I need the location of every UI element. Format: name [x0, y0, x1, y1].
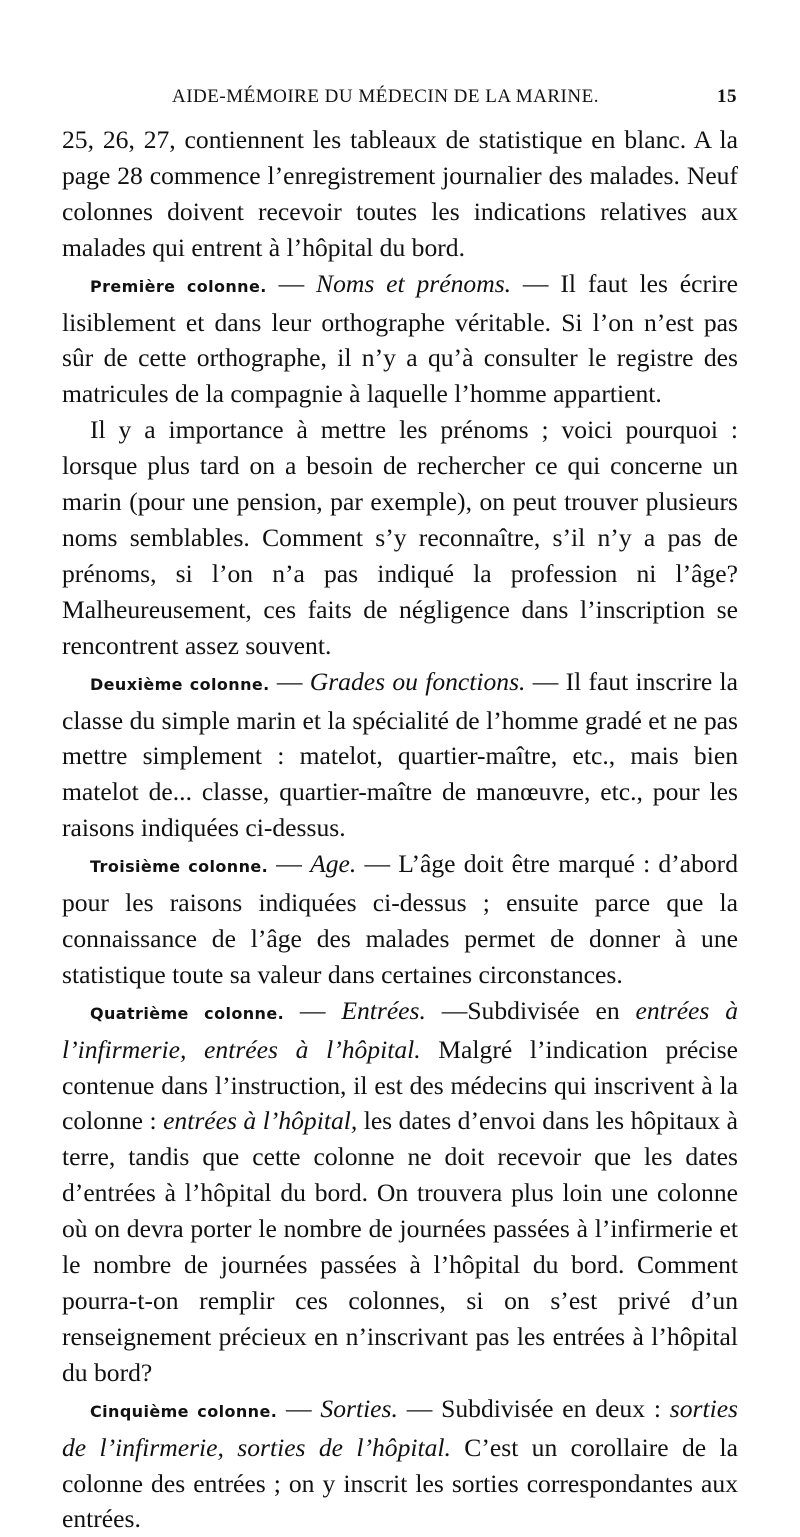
column-1-title: Noms et prénoms.	[316, 268, 512, 298]
column-2-paragraph	[62, 664, 738, 847]
column-5-dash-2: —	[397, 1393, 442, 1423]
column-4-text-c: les dates d’envoi dans les hôpitaux à terre, tandis que cette colonne ne doit recevoir que les dates d’entrées à l’hôpital du bord. On trouvera plus loin une colonne où on devra porter le nombre de journées passées à l’infirmerie et le nombre de journées passées à l’hôpital du bord. Comment pourra-t-on remplir ces colonnes, si on s’est privé d’un renseignement précieux en n’inscrivant pas les entrées à l’hôpital du bord?	[62, 1106, 738, 1387]
column-1-text: Il faut les écrire lisiblement et dans leur orthographe véritable. Si l’on n’est pas sûr de cette orthographe, il n’y a qu’à consulter le registre des matricules de la compagnie à laquelle l’homme appartient.	[62, 268, 738, 409]
column-5-text-b: C’est un corollaire de la colonne des entrées ; on y inscrit les sorties correspondantes aux entrées.	[62, 1432, 738, 1534]
column-1-dash-2: —	[511, 268, 561, 298]
column-5-paragraph	[62, 1391, 738, 1537]
column-2-dash-2: —	[525, 666, 566, 696]
column-5-label: Cinquième colonne.	[90, 1401, 278, 1421]
column-4-text-b: Malgré l’indication précise contenue dans l’instruction, il est des médecins qui inscrivent à la colonne :	[62, 1034, 738, 1136]
column-2-dash: —	[269, 666, 310, 696]
column-3-title: Age.	[310, 849, 357, 879]
body-text	[62, 122, 738, 1537]
column-4-text-a: Subdivisée en	[467, 995, 636, 1025]
intro-paragraph	[62, 122, 738, 266]
column-5-title: Sorties.	[320, 1393, 398, 1423]
column-4-paragraph	[62, 993, 738, 1391]
column-1-dash: —	[266, 268, 317, 298]
column-5-dash: —	[277, 1393, 321, 1423]
page-header	[172, 86, 737, 116]
column-4-italic-b: entrées à l’hôpital,	[163, 1106, 358, 1136]
column-1-label: Première colonne.	[90, 276, 267, 296]
running-title: AIDE-MÉMOIRE DU MÉDECIN DE LA MARINE.	[172, 86, 599, 107]
column-4-dash: —	[284, 995, 342, 1025]
column-3-paragraph	[62, 846, 738, 993]
column-2-label: Deuxième colonne.	[90, 674, 270, 694]
column-5-italic-a: sorties de l’infirmerie, sorties de l’hôpital.	[62, 1393, 739, 1462]
column-3-label: Troisième colonne.	[90, 857, 269, 877]
prenoms-paragraph	[62, 412, 738, 663]
column-4-dash-2: —	[425, 995, 468, 1025]
intro-text: 25, 26, 27, contiennent les tableaux de statistique en blanc. A la page 28 commence l’enregistrement journalier des malades. Neuf colonnes doivent recevoir toutes les indications relatives aux malades qui entrent à l’hôpital du bord.	[62, 125, 738, 262]
column-4-italic-a: entrées à l’infirmerie, entrées à l’hôpital.	[62, 995, 738, 1064]
prenoms-text: Il y a importance à mettre les prénoms ; voici pourquoi : lorsque plus tard on a besoin de rechercher ce qui concerne un marin (pour une pension, par exemple), on peut trouver plusieurs noms semblables. Comment s’y reconnaître, s’il n’y a pas de prénoms, si l’on n’a pas indiqué la profession ni l’âge? Malheureusement, ces faits de négligence dans l’inscription se rencontrent assez souvent.	[62, 415, 738, 660]
column-3-dash-2: —	[356, 849, 399, 879]
column-3-dash: —	[268, 849, 311, 879]
column-3-text: L’âge doit être marqué : d’abord pour les raisons indiquées ci-dessus ; ensuite parce que la connaissance de l’âge des malades permet de donner à une statistique toute sa valeur dans certaines circonstances.	[62, 849, 739, 989]
column-4-label: Quatrième colonne.	[90, 1003, 285, 1023]
column-1-paragraph	[62, 266, 738, 413]
column-2-title: Grades ou fonctions.	[309, 666, 526, 696]
column-2-text: Il faut inscrire la classe du simple marin et la spécialité de l’homme gradé et ne pas mettre simplement : matelot, quartier-maître, etc., mais bien matelot de... classe, quartier-maître de manœuvre, etc., pour les raisons indiquées ci-dessus.	[62, 666, 738, 843]
column-5-text-a: Subdivisée en deux :	[441, 1393, 670, 1423]
page-number: 15	[717, 86, 737, 107]
column-4-title: Entrées.	[341, 995, 426, 1025]
